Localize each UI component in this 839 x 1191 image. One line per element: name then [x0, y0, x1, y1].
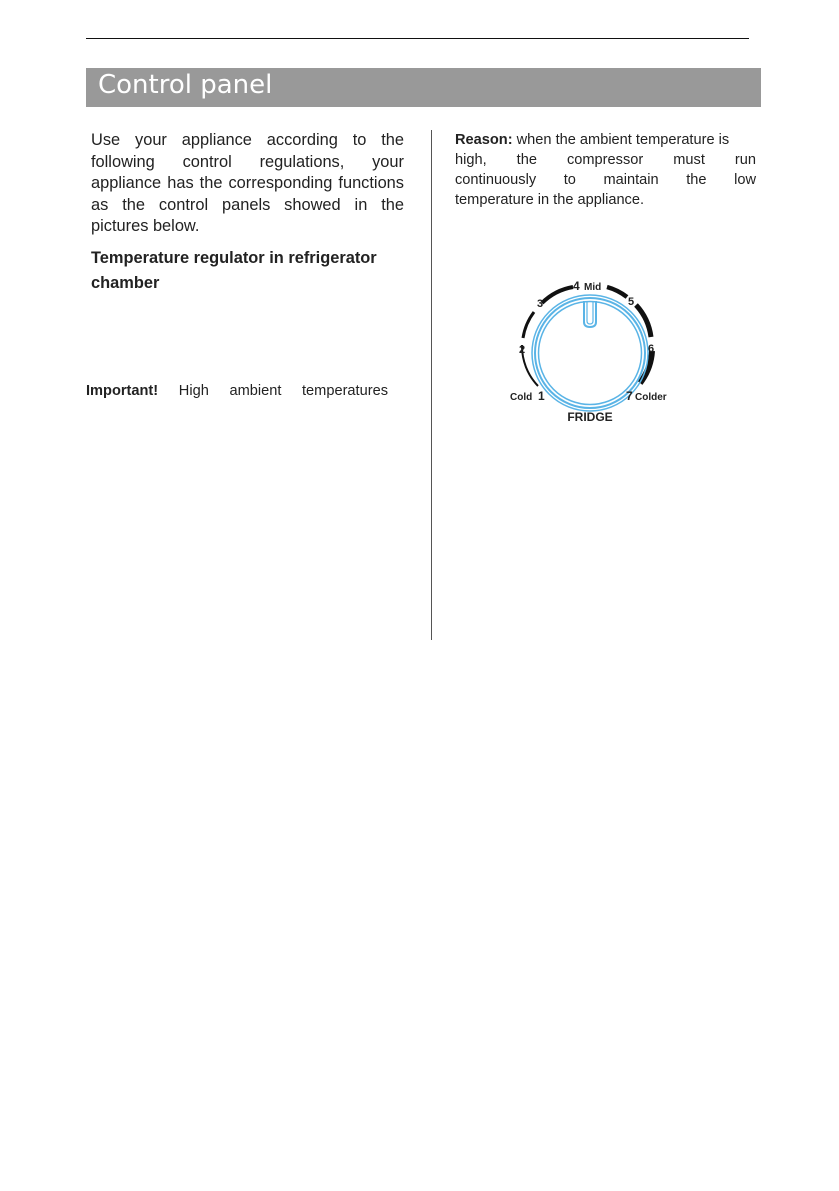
- fridge-dial-illustration: [500, 270, 680, 430]
- important-text: High ambient temperatures: [178, 383, 388, 399]
- important-note: [86, 381, 388, 401]
- reason-line-3: continuously to maintain the low: [455, 172, 756, 188]
- dial-label-7: 7: [626, 389, 633, 403]
- dial-label-4: 4: [573, 279, 580, 293]
- dial-label-3: 3: [537, 298, 544, 310]
- dial-label-mid: Mid: [584, 282, 602, 293]
- reason-line-2: high, the compressor must run: [455, 152, 756, 168]
- dial-label-2: 2: [519, 344, 526, 356]
- dial-caption-fridge: FRIDGE: [567, 410, 613, 424]
- reason-label: Reason:: [455, 132, 513, 148]
- section-title: Control panel: [98, 70, 273, 100]
- subheading-temperature-regulator: Temperature regulator in refrigerator chamber: [91, 249, 377, 292]
- top-rule: [86, 38, 749, 39]
- dial-label-colder: Colder: [635, 392, 667, 403]
- column-divider: [431, 130, 432, 640]
- reason-line-4: temperature in the appliance.: [455, 192, 645, 208]
- dial-label-1: 1: [538, 389, 545, 403]
- section-title-bar: [86, 68, 761, 107]
- important-label: Important!: [86, 383, 159, 399]
- dial-label-cold: Cold: [510, 392, 533, 403]
- reason-paragraph: [455, 130, 756, 210]
- intro-paragraph: Use your appliance according to the following control regulations, your appliance has the corresponding functions as the control panels showed in the pictures below.: [91, 131, 404, 236]
- dial-label-6: 6: [648, 343, 655, 355]
- dial-label-5: 5: [628, 296, 635, 308]
- reason-line-1: Reason: when the ambient temperature is: [455, 132, 730, 148]
